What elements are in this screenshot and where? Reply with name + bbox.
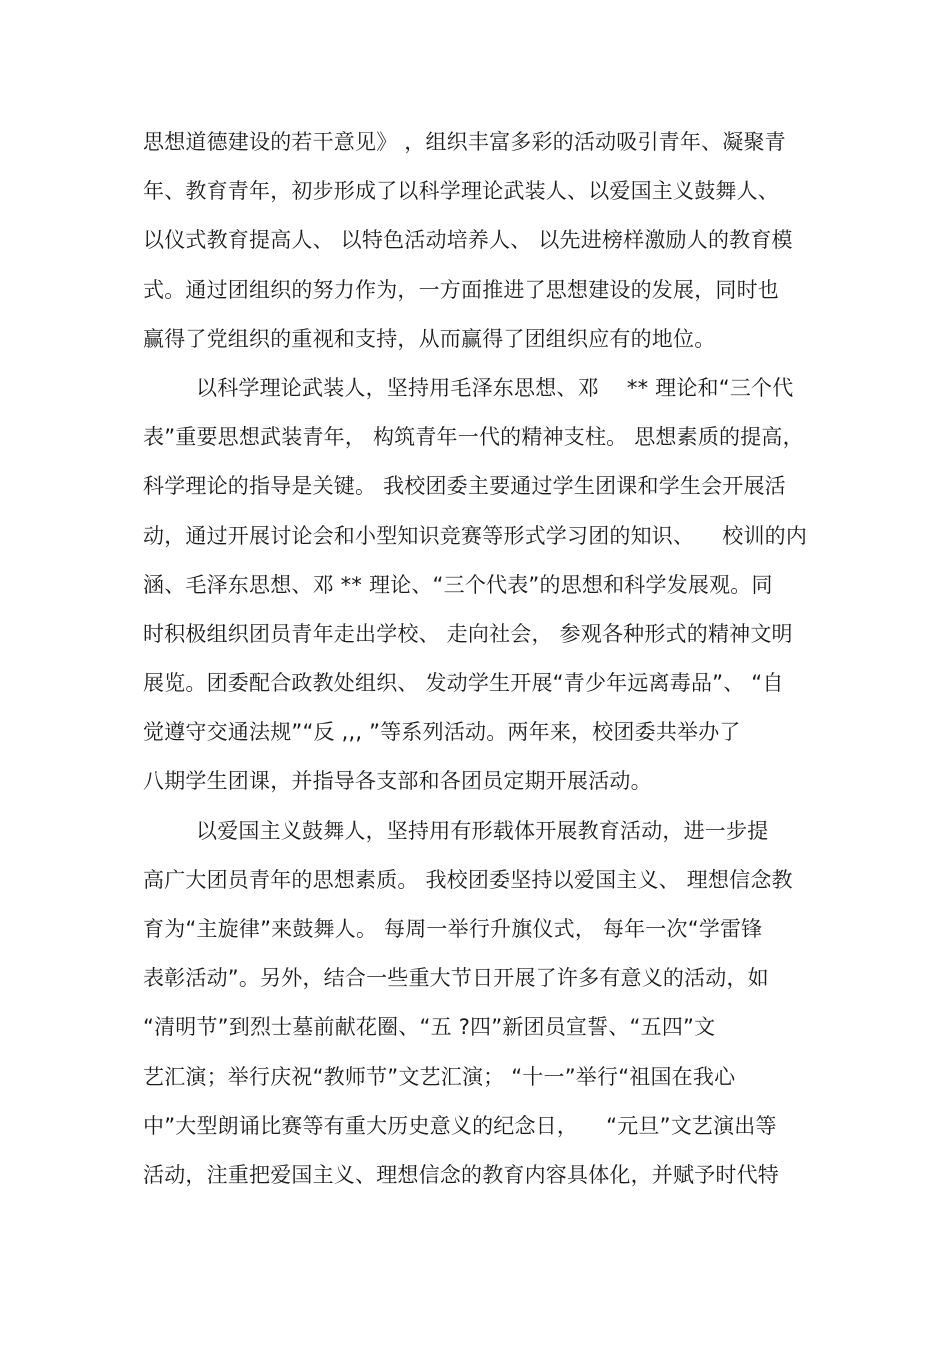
text-line: “清明节”到烈士墓前献花圈、“五 ?四”新团员宣誓、“五四”文 (143, 1015, 716, 1040)
text-line: 表彰活动”。另外，结合一些重大节日开展了许多有意义的活动，如 (143, 966, 769, 991)
text-line: 思想道德建设的若干意见》 ，组织丰富多彩的活动吸引青年、凝聚青 (143, 130, 786, 154)
text-line: 艺汇演；举行庆祝“教师节”文艺汇演； “十一”举行“祖国在我心 (143, 1064, 736, 1089)
text-line: 动，通过开展讨论会和小型知识竞赛等形式学习团的知识、 校训的内 (143, 523, 808, 548)
text-line: 中”大型朗诵比赛等有重大历史意义的纪念日， “元旦”文艺演出等 (143, 1113, 777, 1138)
text-line: 展览。团委配合政教处组织、 发动学生开展“青少年远离毒品”、 “自 (143, 671, 784, 696)
text-line: 赢得了党组织的重视和支持，从而赢得了团组织应有的地位。 (143, 326, 716, 351)
paragraph-first-line: 以科学理论武装人，坚持用毛泽东思想、邓 ** 理论和“三个代 (196, 375, 794, 400)
text-line: 涵、毛泽东思想、邓 ** 理论、“三个代表”的思想和科学发展观。同 (143, 572, 773, 597)
text-line: 高广大团员青年的思想素质。 我校团委坚持以爱国主义、 理想信念教 (143, 867, 793, 892)
text-line: 八期学生团课，并指导各支部和各团员定期开展活动。 (143, 769, 652, 794)
text-line: 时积极组织团员青年走出学校、 走向社会， 参观各种形式的精神文明 (143, 621, 793, 646)
text-line: 觉遵守交通法规”“反 ,,, ”等系列活动。两年来，校团委共举办了 (143, 720, 741, 745)
text-line: 表”重要思想武装青年， 构筑青年一代的精神支柱。 思想素质的提高， (143, 425, 804, 450)
text-line: 年、教育青年，初步形成了以科学理论武装人、以爱国主义鼓舞人、 (143, 179, 779, 204)
document-body (143, 118, 823, 1200)
text-line: 科学理论的指导是关键。 我校团委主要通过学生团课和学生会开展活 (143, 474, 786, 499)
paragraph-first-line: 以爱国主义鼓舞人，坚持用有形载体开展教育活动，进一步提 (196, 818, 769, 843)
text-line: 式。通过团组织的努力作为，一方面推进了思想建设的发展，同时也 (143, 277, 779, 302)
text-line: 活动，注重把爱国主义、理想信念的教育内容具体化，并赋予时代特 (143, 1162, 779, 1187)
text-line: 以仪式教育提高人、 以特色活动培养人、 以先进榜样激励人的教育模 (143, 228, 793, 253)
text-line: 育为“主旋律”来鼓舞人。 每周一举行升旗仪式， 每年一次“学雷锋 (143, 917, 763, 941)
